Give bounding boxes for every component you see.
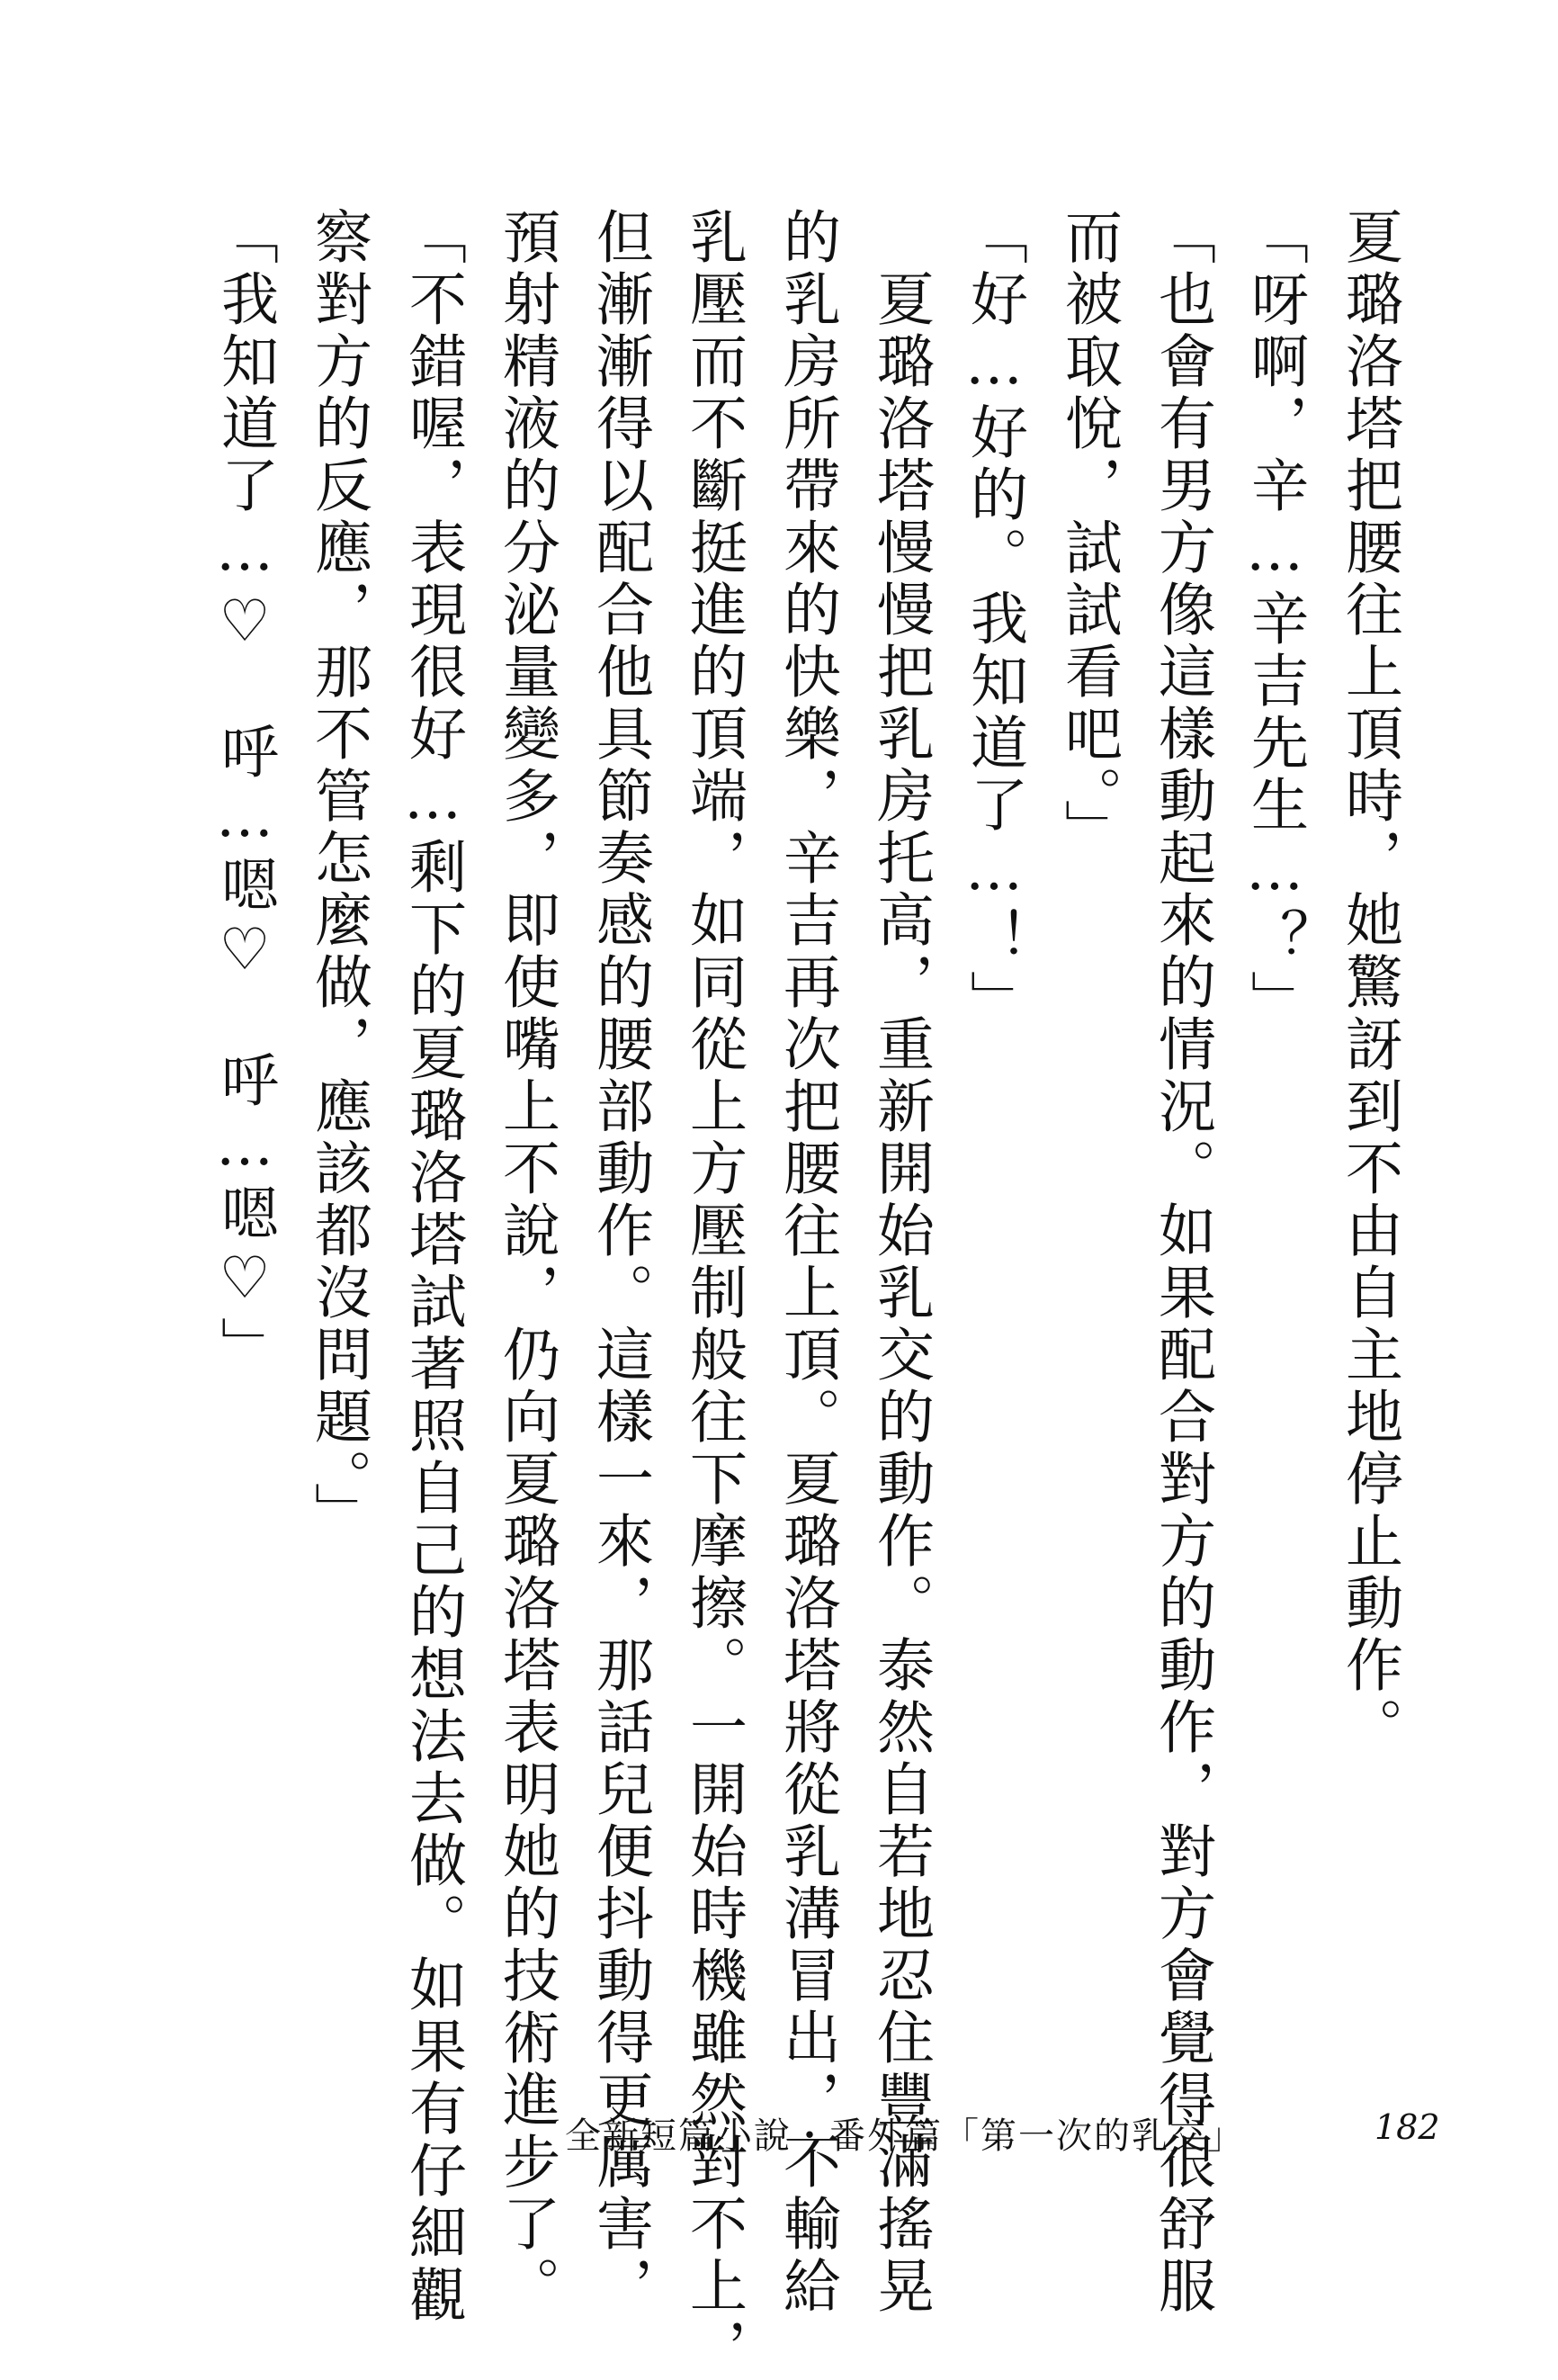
text-line: 「呀啊，辛…辛吉先生…？」 bbox=[1241, 207, 1308, 1032]
text-line: 預射精液的分泌量變多，即使嘴上不說，仍向夏璐洛塔表明她的技術進步了。 bbox=[493, 207, 560, 2318]
text-line: 「不錯喔，表現很好…剩下的夏璐洛塔試著照自己的想法去做。如果有仔細觀 bbox=[399, 207, 466, 2327]
text-line: 而被取悅，試試看吧。」 bbox=[1055, 207, 1122, 861]
text-line: 的乳房所帶來的快樂，辛吉再次把腰往上頂。夏璐洛塔將從乳溝冒出，不輸給 bbox=[774, 207, 840, 2318]
text-line: 乳壓而不斷挺進的頂端，如同從上方壓制般往下摩擦。一開始時機雖然對不上， bbox=[680, 207, 747, 2380]
text-line: 「我知道了…♡ 呼…嗯♡ 呼…嗯♡」 bbox=[211, 207, 278, 1379]
running-footer-title: 全新短篇小說・番外篇「第一次的乳交」 bbox=[565, 2115, 1245, 2157]
text-line: 夏璐洛塔把腰往上頂時，她驚訝到不由自主地停止動作。 bbox=[1336, 207, 1402, 1759]
text-line: 「好…好的。我知道了…！」 bbox=[961, 207, 1027, 1032]
page-number: 182 bbox=[1374, 2107, 1440, 2147]
text-line: 「也會有男方像這樣動起來的情況。如果配合對方的動作，對方會覺得很舒服 bbox=[1149, 207, 1215, 2318]
text-line: 但漸漸得以配合他具節奏感的腰部動作。這樣一來，那話兒便抖動得更厲害， bbox=[586, 207, 653, 2318]
text-line: 夏璐洛塔慢慢把乳房托高，重新開始乳交的動作。泰然自若地忍住豐滿搖晃 bbox=[867, 207, 934, 2318]
text-line: 察對方的反應，那不管怎麼做，應該都沒問題。」 bbox=[305, 207, 372, 1544]
